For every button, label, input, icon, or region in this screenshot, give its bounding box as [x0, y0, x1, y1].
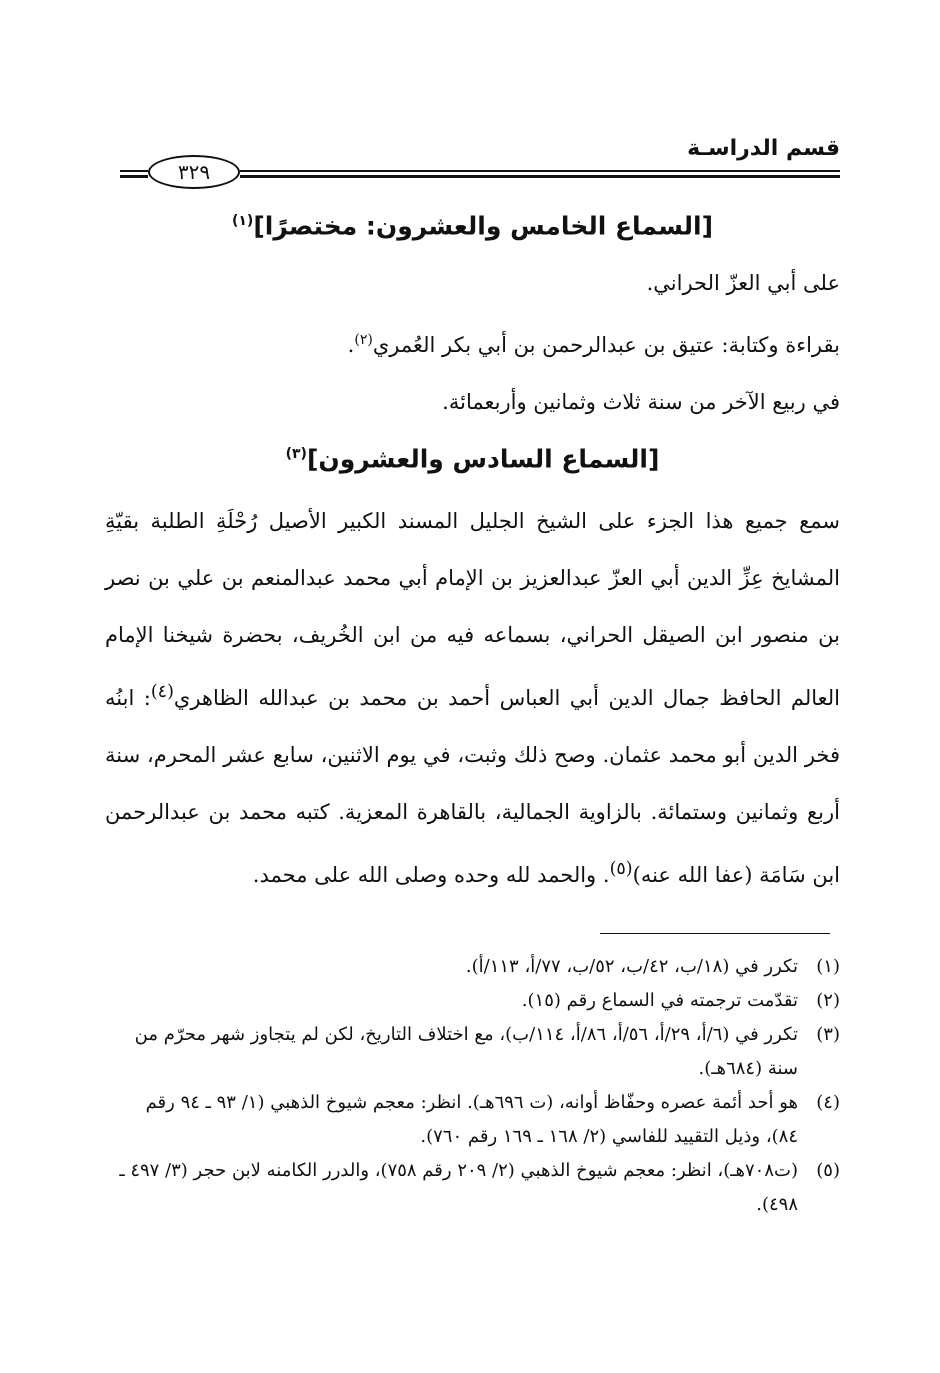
- section-25-heading: [105, 200, 840, 247]
- section-25-line-2: [105, 312, 840, 374]
- footnote-4: [110, 1086, 840, 1154]
- footnote-ref-5: (٥): [609, 858, 633, 879]
- footnote-number: (٢): [816, 990, 840, 1011]
- section-25-line-1: على أبي العزّ الحراني.: [646, 271, 840, 296]
- footnote-ref-2: (٢): [354, 332, 373, 349]
- footnote-text: تقدّمت ترجمته في السماع رقم (١٥).: [521, 990, 798, 1011]
- section-25-line-3: في ربيع الآخر من سنة ثلاث وثمانين وأربعمائة.: [442, 390, 840, 415]
- main-body: [105, 200, 840, 904]
- header-rule-left-thin: [120, 170, 148, 172]
- footnote-text: هو أحد أئمة عصره وحفّاظ أوانه، (ت ٦٩٦هـ). انظر: معجم شيوخ الذهبي (١/ ٩٣ ـ ٩٤ رقم ٨٤)، وذيل التقييد للفاسي (٢/ ١٦٨ ـ ١٦٩ رقم ٧٦٠).: [145, 1092, 798, 1147]
- footnote-2: [110, 984, 840, 1018]
- footnote-3: [110, 1018, 840, 1086]
- section-26-heading-text: [السماع السادس والعشرون]: [306, 444, 660, 474]
- footnote-number: (١): [816, 956, 840, 977]
- footnote-number: (٣): [816, 1024, 840, 1045]
- running-header-title: قسم الدراسـة: [687, 136, 840, 161]
- footnote-number: (٥): [816, 1160, 840, 1181]
- footnote-1: [110, 950, 840, 984]
- header-rule-thick: [240, 175, 840, 178]
- footnote-ref-3: (٣): [285, 446, 307, 463]
- page-number: ٣٢٩: [148, 155, 240, 189]
- section-26-text-a: سمع جميع هذا الجزء على الشيخ الجليل المسند الكبير الأصيل رُحْلَةِ الطلبة بقيّةِ المشايخ عِزِّ الدين أبي العزّ عبدالعزيز بن الإمام أبي محمد عبدالمنعم بن علي بن نصر بن منصور ابن الصيقل الحراني، بسماعه فيه من ابن الخُريف، بحضرة شيخنا الإمام العالم الحافظ جمال الدين أبي العباس أحمد بن محمد بن عبدالله الظاهري: [105, 508, 841, 710]
- footnote-number: (٤): [816, 1092, 840, 1113]
- section-26-text-b: : ابنُه فخر الدين أبو محمد عثمان. وصح ذلك وثبت، في يوم الاثنين، سابع عشر المحرم، سنة أربع وثمانين وستمائة. بالزاوية الجمالية، بالقاهرة المعزية. كتبه محمد بن عبدالرحمن ابن سَامَة (عفا الله عنه): [105, 685, 840, 887]
- section-26-heading: [105, 433, 840, 480]
- footnote-5: [110, 1154, 840, 1222]
- footnote-text: تكرر في (٦/أ، ٢٩/أ، ٥٦/أ، ٨٦/أ، ١١٤/ب)، مع اختلاف التاريخ، لكن لم يتجاوز شهر محرّم من سنة (٦٨٤هـ).: [134, 1024, 798, 1079]
- footnote-separator: [600, 933, 830, 934]
- footnote-ref-4: (٤): [150, 681, 174, 702]
- section-26-text: [105, 493, 840, 904]
- footnote-text: (ت٧٠٨هـ)، انظر: معجم شيوخ الذهبي (٢/ ٢٠٩ رقم ٧٥٨)، والدرر الكامنه لابن حجر (٣/ ٤٩٧ ـ ٤٩٨).: [119, 1160, 798, 1215]
- section-25-line-2-text: بقراءة وكتابة: عتيق بن عبدالرحمن بن أبي بكر العُمري: [372, 333, 840, 358]
- footnotes: [110, 950, 840, 1222]
- section-25-heading-text: [السماع الخامس والعشرون: مختصرًا]: [253, 211, 714, 241]
- section-26-text-c: . والحمد لله وحده وصلى الله على محمد.: [252, 862, 610, 887]
- footnote-text: تكرر في (١٨/ب، ٤٢/ب، ٥٢/ب، ٧٧/أ، ١١٣/أ).: [465, 956, 798, 977]
- footnote-ref-1: (١): [231, 213, 254, 229]
- section-26-paragraph: [105, 493, 840, 904]
- header-rule-left-thick: [120, 175, 148, 178]
- header-rule-thin: [240, 170, 840, 172]
- section-25-line-2-end: .: [347, 333, 355, 358]
